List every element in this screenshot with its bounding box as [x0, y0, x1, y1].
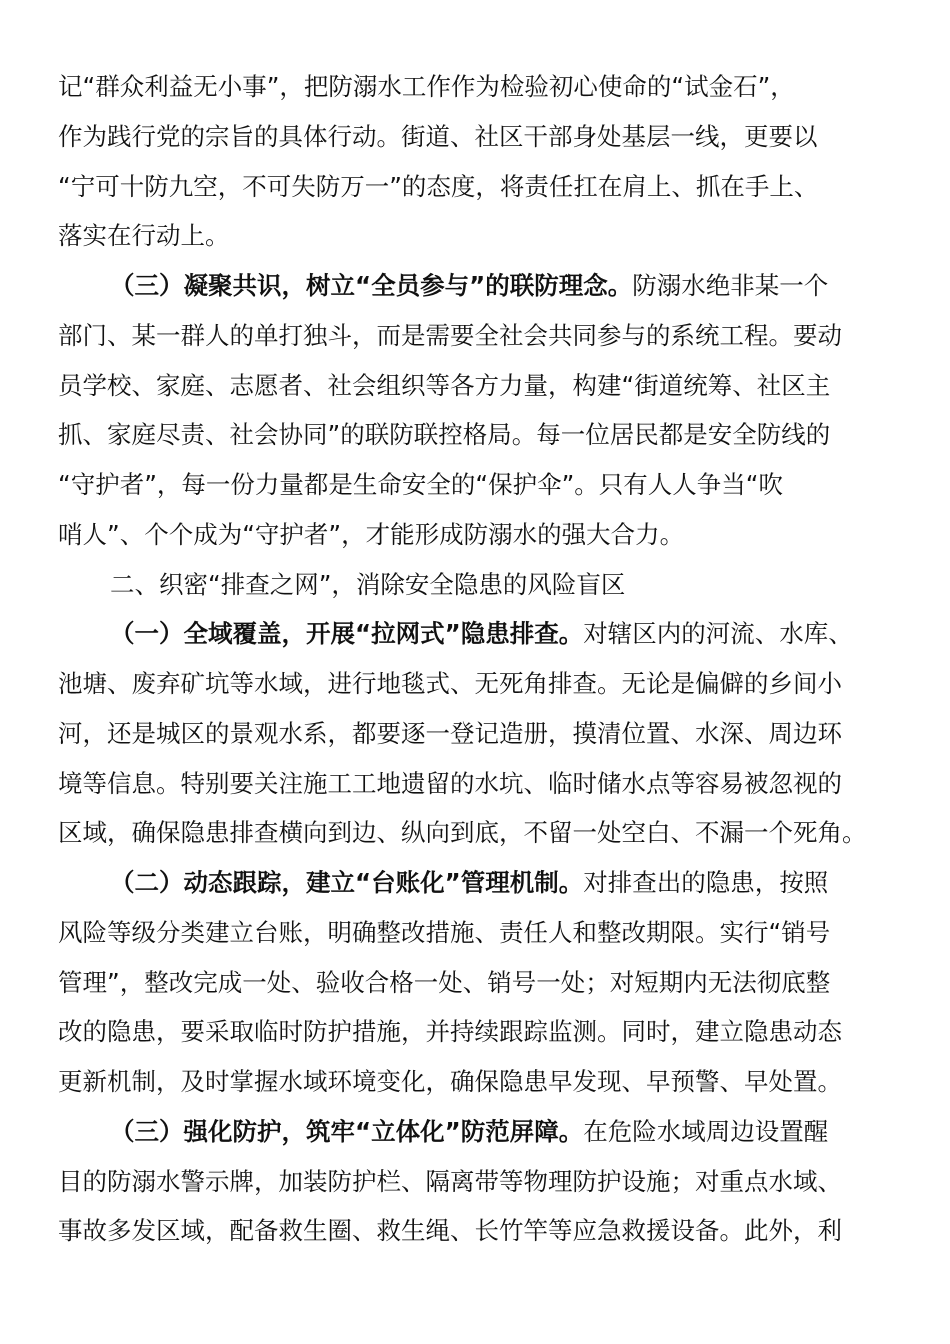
paragraph-text: 在危险水域周边设置醒: [583, 1116, 829, 1146]
paragraph-line: 落实在行动上。: [58, 221, 230, 251]
paragraph-line: 事故多发区域，配备救生圈、救生绳、长竹竿等应急救援设备。此外，利: [58, 1216, 842, 1246]
section-heading-line: [58, 261, 880, 311]
document-page: [58, 62, 880, 1256]
paragraph-line: 池塘、废弃矿坑等水域，进行地毯式、无死角排查。无论是偏僻的乡间小: [58, 669, 842, 698]
paragraph-line: 记“群众利益无小事”，把防溺水工作作为检验初心使命的“试金石”，: [58, 72, 795, 101]
paragraph-line: 抓、家庭尽责、社会协同”的联防联控格局。每一位居民都是安全防线的: [58, 420, 831, 450]
paragraph-line: 哨人”、个个成为“守护者”，才能形成防溺水的强大合力。: [58, 519, 685, 549]
subsection-heading: （三）强化防护，筑牢“立体化”防范屏障。: [110, 1116, 584, 1146]
paragraph-line: “宁可十防九空，不可失防万一”的态度，将责任扛在肩上、抓在手上、: [58, 171, 819, 201]
subsection-heading: （二）动态跟踪，建立“台账化”管理机制。: [110, 868, 584, 897]
paragraph-line: “守护者”，每一份力量都是生命安全的“保护伞”。只有人人争当“吹: [58, 470, 783, 499]
paragraph-line: 区域，确保隐患排查横向到边、纵向到底，不留一处空白、不漏一个死角。: [58, 818, 867, 848]
section-heading-line: [58, 609, 880, 659]
section-heading-line: [58, 858, 880, 908]
paragraph-line: 部门、某一群人的单打独斗，而是需要全社会共同参与的系统工程。要动: [58, 320, 842, 350]
paragraph-line: 境等信息。特别要关注施工工地遗留的水坑、临时储水点等容易被忽视的: [58, 768, 842, 798]
paragraph-line: 改的隐患，要采取临时防护措施，并持续跟踪监测。同时，建立隐患动态: [58, 1017, 842, 1047]
paragraph-text: 防溺水绝非某一个: [632, 271, 829, 300]
paragraph-text: 对排查出的隐患，按照: [583, 868, 829, 897]
paragraph-line: 河，还是城区的景观水系，都要逐一登记造册，摸清位置、水深、周边环: [58, 718, 842, 748]
paragraph-text: 对辖区内的河流、水库、: [583, 619, 853, 649]
section-heading-line: [58, 1107, 880, 1157]
subsection-heading: （三）凝聚共识，树立“全员参与”的联防理念。: [110, 271, 633, 300]
paragraph-line: 更新机制，及时掌握水域环境变化，确保隐患早发现、早预警、早处置。: [58, 1067, 842, 1096]
section-title: 二、织密“排查之网”，消除安全隐患的风险盲区: [110, 569, 626, 599]
paragraph-line: 目的防溺水警示牌，加装防护栏、隔离带等物理防护设施；对重点水域、: [58, 1166, 842, 1196]
paragraph-line: 作为践行党的宗旨的具体行动。街道、社区干部身处基层一线，更要以: [58, 121, 818, 151]
paragraph-line: 风险等级分类建立台账，明确整改措施、责任人和整改期限。实行“销号: [58, 917, 831, 947]
subsection-heading: （一）全域覆盖，开展“拉网式”隐患排查。: [110, 619, 584, 649]
paragraph-line: 员学校、家庭、志愿者、社会组织等各方力量，构建“街道统筹、社区主: [58, 370, 831, 400]
paragraph-line: 管理”，整改完成一处、验收合格一处、销号一处；对短期内无法彻底整: [58, 967, 831, 997]
